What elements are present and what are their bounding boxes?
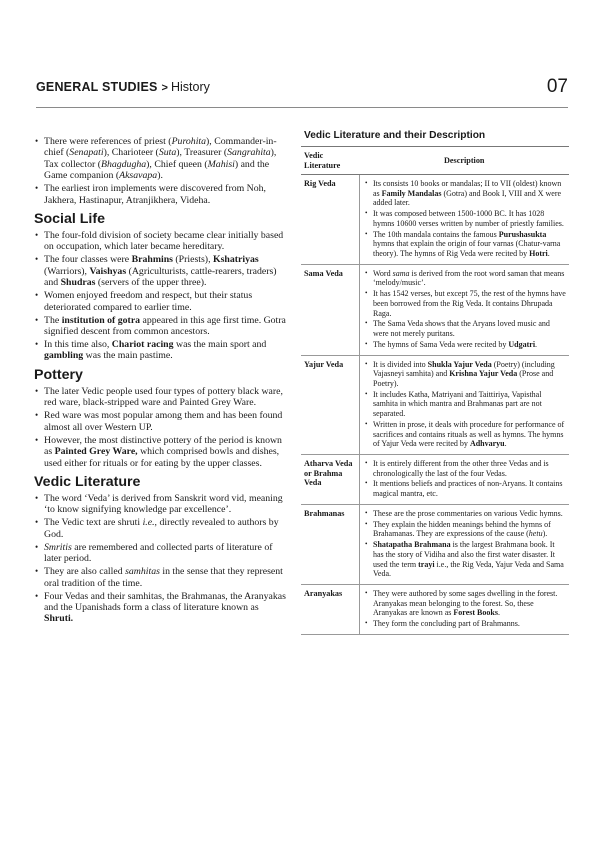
list-item: • In this time also, Chariot racing was the main sport and gambling was the main pastime. [34, 339, 286, 362]
column-header-literature: Vedic Literature [301, 147, 360, 175]
row-description [360, 264, 570, 355]
row-description [360, 585, 570, 635]
description-item: • It was composed between 1500-1000 BC. It has 1028 hymns 10600 verses written by number of priestly families. [365, 209, 566, 228]
description-item: • It is entirely different from the other three Vedas and is chronologically the last of the four Vedas. [365, 459, 566, 478]
description-item: • They explain the hidden meanings behind the hymns of Brahamanas. They are expressions of the cause (hetu). [365, 520, 566, 539]
list-item: • Smritis are remembered and collected parts of literature of later period. [34, 542, 286, 565]
description-item: • These are the prose commentaries on various Vedic hymns. [365, 509, 566, 519]
row-description [360, 504, 570, 584]
table-row [301, 455, 569, 505]
description-item: • It mentions beliefs and practices of non-Aryans. It contains magical mantra, etc. [365, 479, 566, 498]
description-item: • The hymns of Sama Veda were recited by Udgatri. [365, 340, 566, 350]
row-name: Yajur Veda [301, 355, 360, 454]
list-item: • The four classes were Brahmins (Priests), Kshatriyas (Warriors), Vaishyas (Agriculturists, cattle-rearers, traders) and Shudras (servers of the upper three). [34, 254, 286, 288]
list-item: • Women enjoyed freedom and respect, but their status deteriorated compared to earlier time. [34, 290, 286, 313]
page-number: 07 [546, 76, 568, 97]
list-item: • The four-fold division of society became clear initially based on occupation, which later became hereditary. [34, 230, 286, 253]
header-rule [36, 107, 568, 108]
list-item: • They are also called samhitas in the sense that they represent oral tradition of the time. [34, 566, 286, 589]
column-header-description: Description [360, 147, 570, 175]
list-item: • However, the most distinctive pottery of the period is known as Painted Grey Ware, which comprised bowls and dishes, used either for rituals or for eating by the upper classes. [34, 435, 286, 469]
header-section: GENERAL STUDIES [36, 80, 158, 94]
row-name: Sama Veda [301, 264, 360, 355]
header-separator: > [161, 82, 168, 94]
table-row [301, 504, 569, 584]
list-item: • Four Vedas and their samhitas, the Brahmanas, the Aranyakas and the Upanishads form a class of literature known as Shruti. [34, 591, 286, 625]
table-row [301, 585, 569, 635]
list-item: • Red ware was most popular among them and has been found almost all over Western UP. [34, 410, 286, 433]
section-heading-vedic-literature: Vedic Literature [34, 473, 141, 490]
list-item: • The earliest iron implements were discovered from Noh, Jakhera, Hastinapur, Atranjikhera, Videha. [34, 183, 286, 206]
row-description [360, 455, 570, 505]
table-row [301, 264, 569, 355]
row-name: Aranyakas [301, 585, 360, 635]
description-item: • They were authored by some sages dwelling in the forest. Aranyakas mean belonging to the forest. So, these Aranyakas are known as Forest Books. [365, 589, 566, 618]
description-item: • Shatapatha Brahmana is the largest Brahmana book. It has the story of Vidiha and also the first water disaster. It used the term trayi i.e., the Rig Veda, Yajur Veda and Sama Veda. [365, 540, 566, 578]
right-column [301, 130, 569, 635]
list-item: • The later Vedic people used four types of pottery black ware, red ware, black-stripped ware and Painted Grey Ware. [34, 386, 286, 409]
row-name: Rig Veda [301, 175, 360, 265]
running-header [36, 76, 568, 100]
description-item: • The 10th mandala contains the famous Purushasukta hymns that explain the origin of four varnas (Chatur-varna theory). The hymns of Rig Veda were recited by Hotri. [365, 230, 566, 259]
vedic-literature-table [301, 146, 569, 635]
list-item: • There were references of priest (Purohita), Commander-in-chief (Senapati), Charioteer (Suta), Treasurer (Sangrahita), Tax collector (Bhagdugha), Chief queen (Mahisi) and the Game companion (Aksavapa). [34, 136, 286, 182]
description-item: • They form the concluding part of Brahmanns. [365, 619, 566, 629]
description-item: • Its consists 10 books or mandalas; II to VII (oldest) known as Family Mandalas (Gotra) and Book I, VIII and X were added later. [365, 179, 566, 208]
row-name: Brahmanas [301, 504, 360, 584]
row-description [360, 355, 570, 454]
list-item: • The Vedic text are shruti i.e., directly revealed to authors by God. [34, 517, 286, 540]
row-name: Atharva Veda or Brahma Veda [301, 455, 360, 505]
description-item: • It is divided into Shukla Yajur Veda (Poetry) (including Vajasneyi samhita) and Krishna Yajur Veda (Prose and Poetry). [365, 360, 566, 389]
list-item: • The institution of gotra appeared in this age first time. Gotra signified descent from common ancestors. [34, 315, 286, 338]
list-item: • The word ‘Veda’ is derived from Sanskrit word vid, meaning ‘to know signifying knowledge par excellence’. [34, 493, 286, 516]
intro-bullet-list [34, 136, 286, 206]
left-column [34, 136, 286, 626]
vedic-literature-list [34, 493, 286, 625]
row-description [360, 175, 570, 265]
header-breadcrumb [36, 80, 210, 94]
table-title: Vedic Literature and their Description [304, 130, 486, 141]
description-item: • It has 1542 verses, but except 75, the rest of the hymns have been borrowed from the Rig Veda. It contains Dhrupada Raga. [365, 289, 566, 318]
pottery-list [34, 386, 286, 469]
table-header-row [301, 147, 569, 175]
table-row [301, 175, 569, 265]
description-item: • Written in prose, it deals with procedure for performance of sacrifices and contains rituals as well as hymns. The hymns of Yajur Veda were recited by Adhvaryu. [365, 420, 566, 449]
description-item: • It includes Katha, Matriyani and Taittiriya, Vapisthal samhita in which mantra and Brahmanas part are not separated. [365, 390, 566, 419]
social-life-list [34, 230, 286, 362]
header-topic: History [170, 80, 210, 94]
table-row [301, 355, 569, 454]
section-heading-social-life: Social Life [34, 211, 105, 228]
description-item: • Word sama is derived from the root word saman that means ‘melody/music’. [365, 269, 566, 288]
description-item: • The Sama Veda shows that the Aryans loved music and were not merely puritans. [365, 319, 566, 338]
section-heading-pottery: Pottery [34, 366, 83, 383]
